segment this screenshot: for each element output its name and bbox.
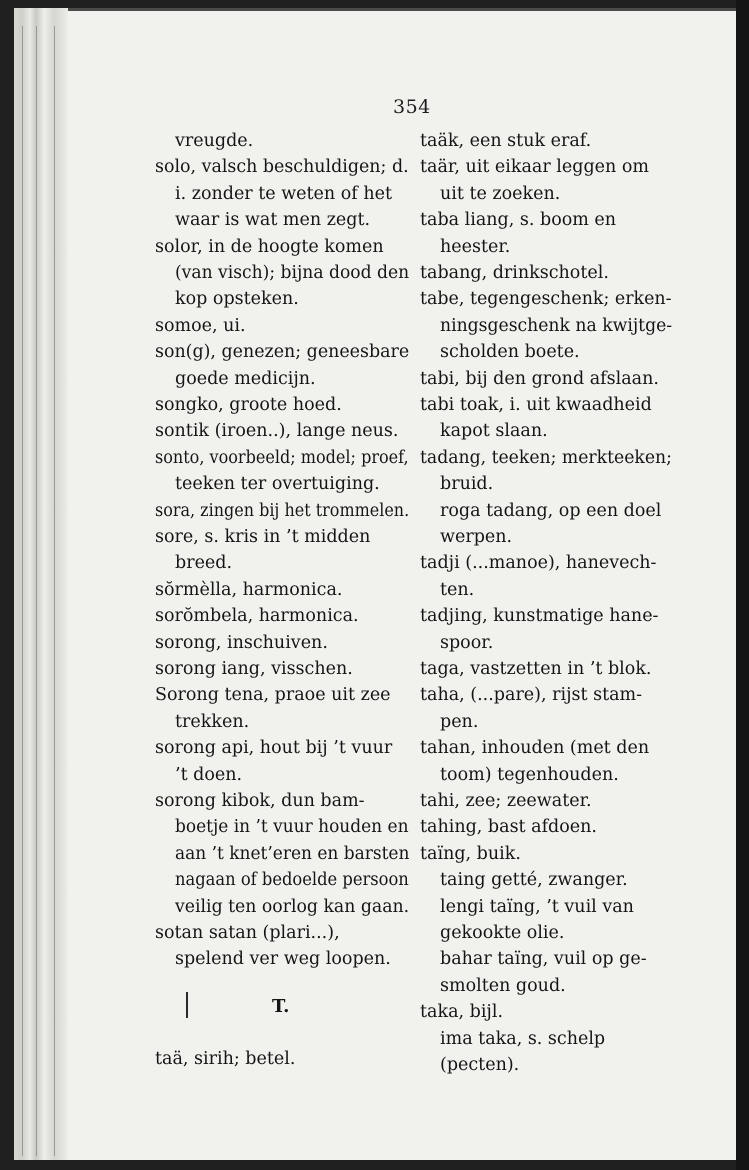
entry-line: (pecten). — [440, 1055, 520, 1075]
entry-line: taing getté, zwanger. — [440, 870, 628, 891]
entry-line: tadjing, kunstmatige hane- — [420, 606, 659, 627]
entry-line: spelend ver weg loopen. — [175, 949, 391, 970]
entry-line: bahar taïng, vuil op ge- — [440, 949, 647, 970]
entry-line: sŏrmèlla, harmonica. — [155, 579, 343, 600]
entry-line: vreugde. — [175, 131, 254, 151]
entry-line: somoe, ui. — [155, 315, 246, 336]
entry-line: taha, (...pare), rijst stam- — [420, 685, 643, 706]
entry-line: smolten goud. — [440, 975, 566, 996]
entry-line: aan ’t knet’eren en barsten — [175, 843, 410, 864]
entry-line: taka, bijl. — [420, 1002, 504, 1023]
entry-line: tabi toak, i. uit kwaadheid — [420, 395, 652, 415]
gutter-line — [54, 26, 55, 1156]
entry-line: taïng, buik. — [420, 843, 521, 864]
entry-line: taäk, een stuk eraf. — [420, 131, 592, 151]
entry-line: spoor. — [440, 632, 494, 653]
entry-line: tahi, zee; zeewater. — [420, 791, 592, 811]
entry-line: taga, vastzetten in ’t blok. — [420, 659, 652, 679]
entry-line: ’t doen. — [175, 764, 243, 785]
entry-line: Sorong tena, praoe uit zee — [155, 685, 391, 706]
entry-line: tabe, tegengeschenk; erken- — [420, 289, 672, 310]
entry-line: sore, s. kris in ’t midden — [155, 527, 371, 547]
entry-line: bruid. — [440, 474, 494, 495]
entry-line: kapot slaan. — [440, 421, 548, 442]
entry-line: taba liang, s. boom en — [420, 210, 617, 231]
gutter-line — [22, 26, 23, 1156]
entry-line: sorŏmbela, harmonica. — [155, 606, 359, 627]
entry-line: teeken ter overtuiging. — [175, 474, 380, 495]
entry-line: gekookte olie. — [440, 923, 565, 943]
entry-line: sontik (iroen..), lange neus. — [155, 421, 399, 442]
entry-line: tahing, bast afdoen. — [420, 817, 597, 838]
entry-line: sora, zingen bij het trommelen. — [155, 500, 410, 521]
page-number: 354 — [393, 96, 431, 118]
entry-line: solor, in de hoogte komen — [155, 236, 384, 257]
gutter-line — [36, 26, 37, 1156]
entry-line: trekken. — [175, 711, 250, 732]
entry-line: tahan, inhouden (met den — [420, 738, 650, 759]
entry-line: lengi taïng, ’t vuil van — [440, 896, 634, 917]
page-right-edge — [736, 0, 749, 1170]
entry-line: sorong kibok, dun bam- — [155, 791, 365, 811]
margin-mark — [186, 992, 188, 1018]
entry-line: uit te zoeken. — [440, 183, 561, 204]
entry-line: son(g), genezen; geneesbare — [155, 342, 410, 363]
entry-line: werpen. — [440, 527, 513, 547]
entry-line: heester. — [440, 236, 511, 257]
entry-line: (van visch); bijna dood den — [175, 263, 410, 283]
entry-line: sorong api, hout bij ’t vuur — [155, 738, 393, 759]
page-top-edge — [68, 8, 736, 11]
entry-line: sonto, voorbeeld; model; proef, — [155, 447, 409, 468]
entry-line: ima taka, s. schelp — [440, 1028, 606, 1049]
entry-line: kop opsteken. — [175, 289, 299, 310]
entry-line: i. zonder te weten of het — [175, 183, 392, 204]
entry-line: sorong iang, visschen. — [155, 659, 353, 679]
page-gutter — [14, 8, 68, 1160]
entry-line: sorong, inschuiven. — [155, 632, 328, 653]
entry-line: sotan satan (plari...), — [155, 923, 340, 943]
entry-line: boetje in ’t vuur houden en — [175, 817, 409, 838]
entry-line: pen. — [440, 711, 479, 732]
entry-line: nagaan of bedoelde persoon — [175, 870, 409, 891]
entry-line: tadang, teeken; merkteeken; — [420, 447, 672, 468]
entry-line: ningsgeschenk na kwijtge- — [440, 315, 673, 336]
entry-line: scholden boete. — [440, 342, 580, 363]
entry-line: goede medicijn. — [175, 368, 316, 389]
entry-line: roga tadang, op een doel — [440, 500, 662, 521]
entry-line: tadji (...manoe), hanevech- — [420, 553, 657, 574]
section-heading: T. — [272, 996, 290, 1017]
entry-line: tabi, bij den grond afslaan. — [420, 368, 659, 389]
entry-line: veilig ten oorlog kan gaan. — [175, 896, 410, 917]
entry-line: taä, sirih; betel. — [155, 1049, 296, 1069]
entry-line: songko, groote hoed. — [155, 395, 342, 415]
entry-line: tabang, drinkschotel. — [420, 263, 609, 283]
entry-line: solo, valsch beschuldigen; d. — [155, 157, 409, 178]
entry-line: toom) tegenhouden. — [440, 764, 619, 785]
entry-line: ten. — [440, 579, 475, 600]
entry-line: breed. — [175, 553, 233, 574]
entry-line: waar is wat men zegt. — [175, 210, 371, 231]
entry-line: taär, uit eikaar leggen om — [420, 157, 649, 178]
